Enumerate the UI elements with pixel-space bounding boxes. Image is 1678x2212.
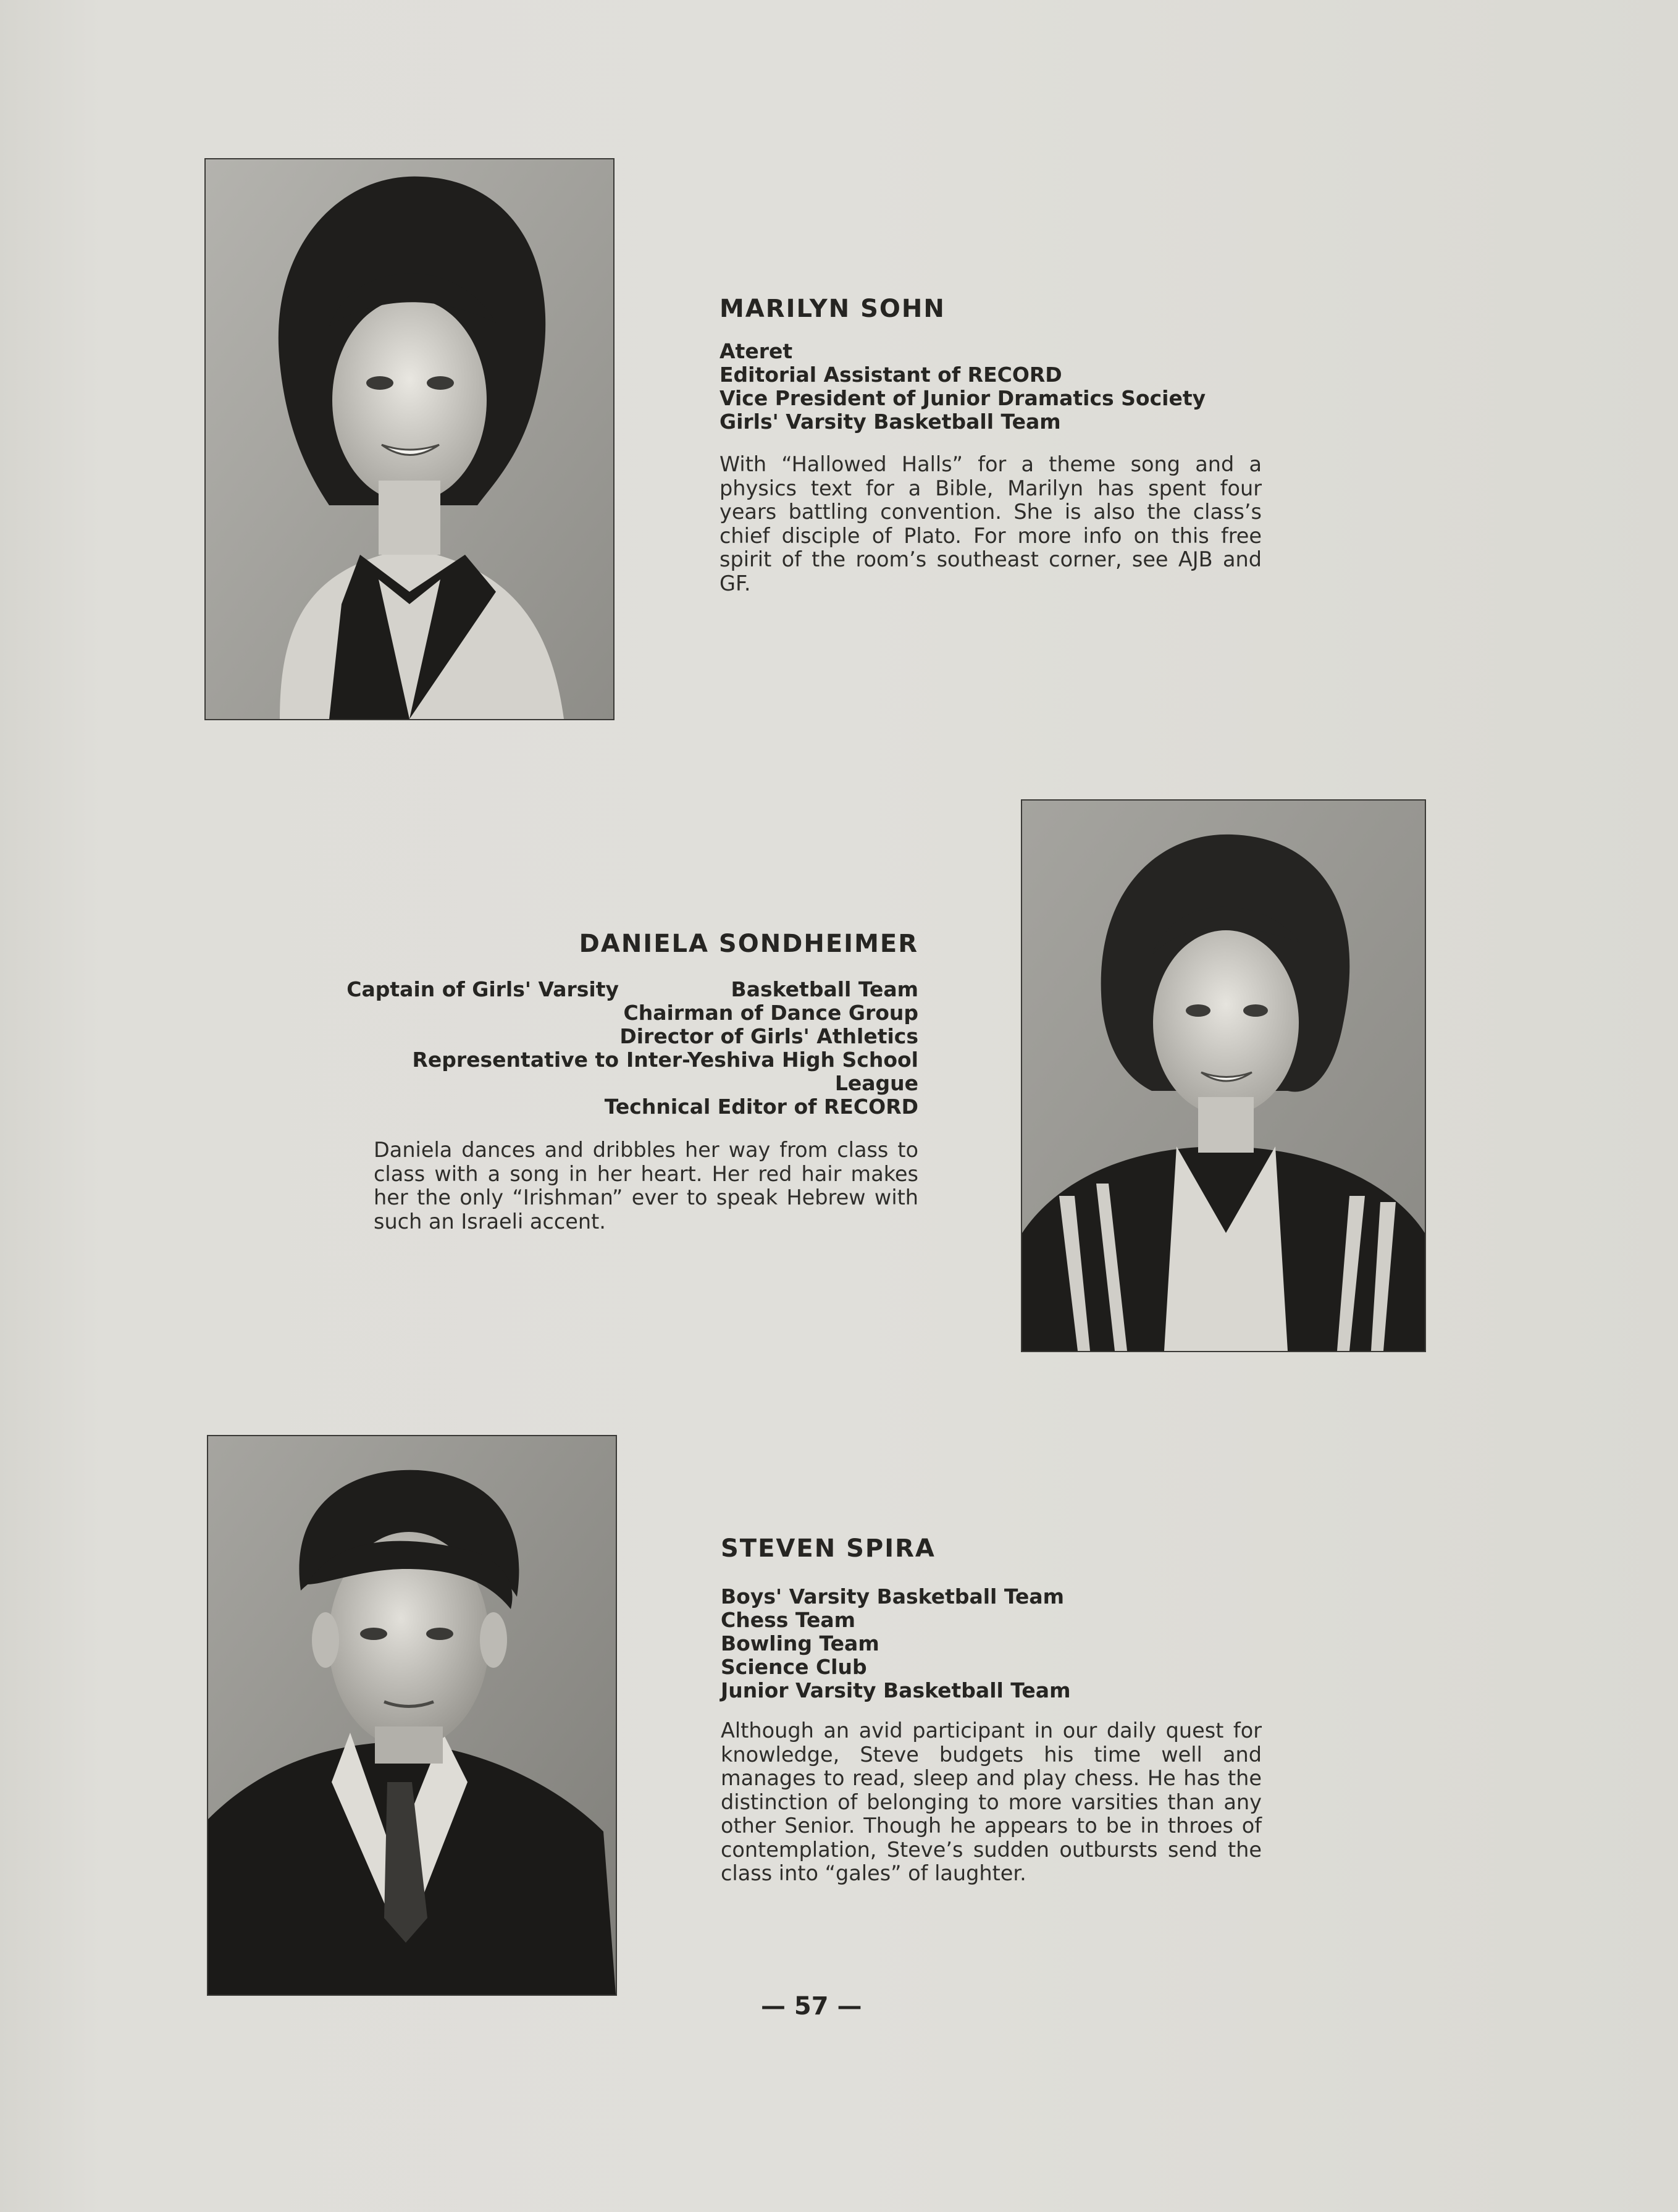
activity-item: Bowling Team (721, 1631, 879, 1655)
activity-item: Junior Varsity Basketball Team (721, 1678, 1071, 1702)
activity-row-right: Technical Editor of RECORD (604, 1095, 918, 1119)
activity-item: Chess Team (721, 1608, 856, 1632)
activity-row-left: Representative to (412, 1048, 619, 1072)
activities-list-daniela-sondheimer (346, 977, 918, 1119)
activity-row-right: Chairman of Dance Group (623, 1001, 918, 1025)
activity-row-left: Captain of Girls' Varsity (346, 977, 619, 1001)
bio-paragraph-steven-spira: Although an avid participant in our daily quest for knowledge, Steve budgets his time well and manages to read, sleep and play chess. He has the distinction of belonging to more varsities than any other Senior. Though he appears to be in throes of contemplation, Steve’s sudden outbursts send the class into “gales” of laughter. (721, 1718, 1262, 1885)
portrait-photo-steven-spira (208, 1436, 616, 1995)
activity-item: Editorial Assistant of RECORD (719, 363, 1062, 387)
activity-item: Boys' Varsity Basketball Team (721, 1584, 1065, 1609)
activity-row (374, 1048, 918, 1072)
activity-row-right: League (834, 1071, 918, 1095)
activity-row (374, 1001, 918, 1025)
activity-item: Vice President of Junior Dramatics Society (719, 386, 1206, 410)
entry-name-daniela-sondheimer: DANIELA SONDHEIMER (579, 930, 918, 958)
activities-list-marilyn-sohn (719, 340, 1206, 434)
portrait-photo-image (208, 1436, 616, 1995)
portrait-photo-marilyn-sohn (206, 159, 613, 719)
activity-item: Science Club (721, 1655, 867, 1679)
activity-row-right: Director of Girls' Athletics (619, 1024, 918, 1048)
bio-paragraph-marilyn-sohn: With “Hallowed Halls” for a theme song and a physics text for a Bible, Marilyn has spent four years battling convention. She is also the class’s chief disciple of Plato. For more info on this free spirit of the room’s southeast corner, see AJB and GF. (719, 452, 1262, 595)
portrait-photo-image (206, 159, 613, 719)
page-number: — 57 — (761, 1992, 862, 2021)
activities-list-steven-spira (721, 1585, 1070, 1702)
activity-item: Girls' Varsity Basketball Team (719, 410, 1061, 434)
bio-paragraph-daniela-sondheimer: Daniela dances and dribbles her way from class to class with a song in her heart. Her red hair makes her the only “Irishman” ever to speak Hebrew with such an Israeli accent. (374, 1138, 918, 1234)
entry-name-marilyn-sohn: MARILYN SOHN (719, 295, 946, 323)
activity-row-right: Basketball Team (731, 977, 918, 1001)
portrait-photo-daniela-sondheimer (1022, 801, 1425, 1351)
activity-item: Ateret (719, 339, 793, 363)
entry-name-steven-spira: STEVEN SPIRA (721, 1534, 936, 1563)
activity-row (374, 1025, 918, 1048)
portrait-photo-image (1022, 801, 1425, 1351)
activity-row-right: Inter-Yeshiva High School (626, 1048, 918, 1072)
activity-row (346, 977, 918, 1001)
activity-row (374, 1095, 918, 1119)
activity-row (374, 1072, 918, 1095)
